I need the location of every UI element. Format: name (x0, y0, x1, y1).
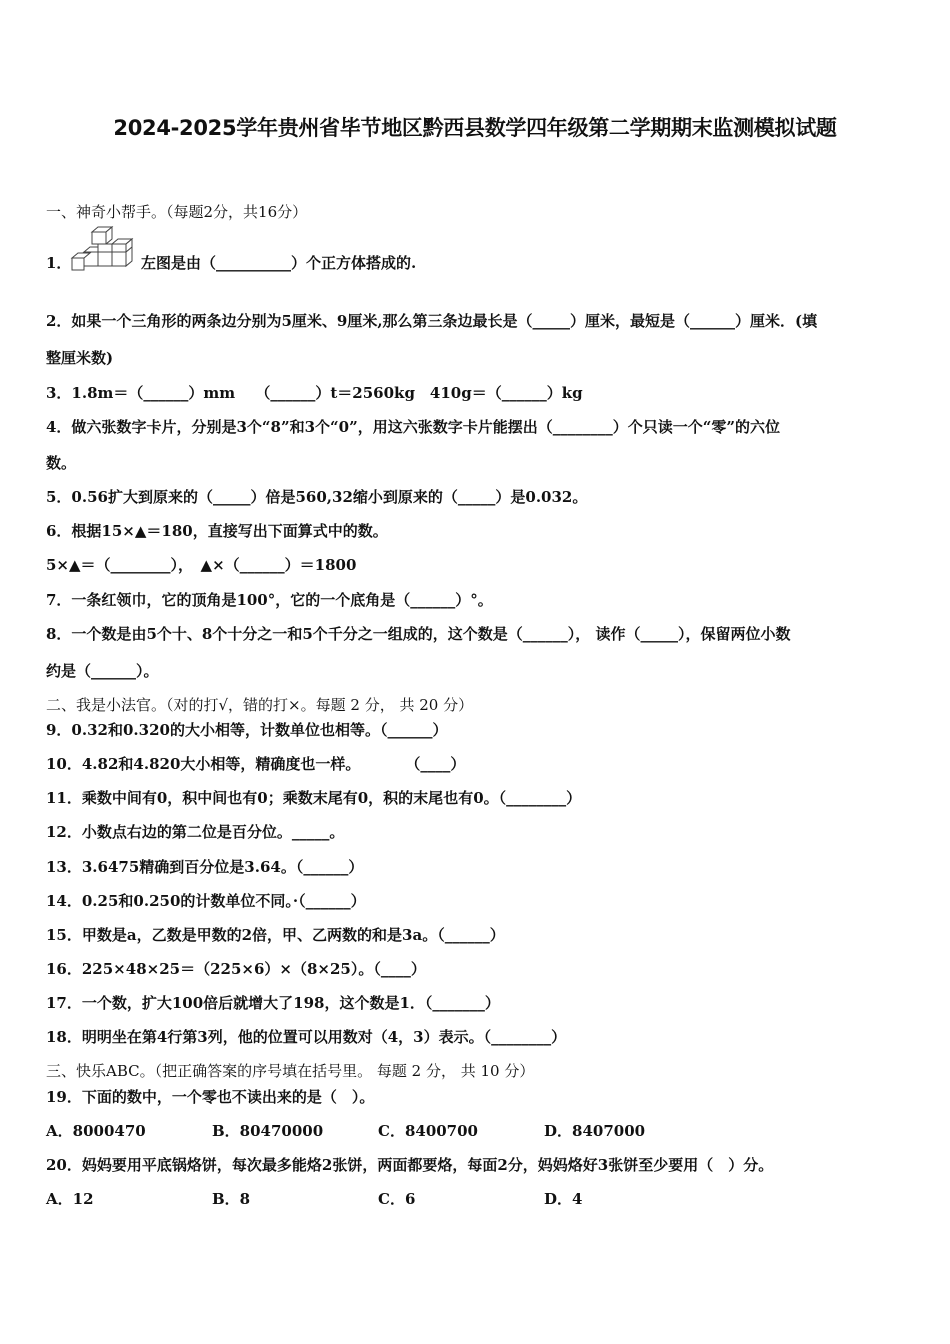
q17: 17．一个数，扩大100倍后就增大了198，这个数是1．（_______） (46, 994, 500, 1012)
q19: 19．下面的数中，一个零也不读出来的是（ ）。 (46, 1088, 375, 1106)
q2-line1: 2．如果一个三角形的两条边分别为5厘米、9厘米,那么第三条边最长是（_____）厘米，最短是（______）厘米．(填 (46, 312, 818, 330)
q7: 7．一条红领巾，它的顶角是100°，它的一个底角是（______）°。 (46, 591, 493, 609)
q19-options (46, 1121, 710, 1141)
q20: 20．妈妈要用平底锅烙饼，每次最多能烙2张饼，两面都要烙，每面2分，妈妈烙好3张饼至少要用（ ）分。 (46, 1156, 774, 1174)
q6-line1: 6．根据15×▲＝180，直接写出下面算式中的数。 (46, 522, 388, 540)
section-3-header: 三、快乐ABC。（把正确答案的序号填在括号里。 每题 2 分， 共 10 分） (46, 1062, 535, 1080)
q15: 15．甲数是a，乙数是甲数的2倍，甲、乙两数的和是3a。（______） (46, 926, 505, 944)
q11: 11．乘数中间有0，积中间也有0；乘数末尾有0，积的末尾也有0。（________） (46, 789, 582, 807)
option-c: C．8400700 (378, 1122, 478, 1140)
option-c: C．6 (378, 1190, 416, 1208)
q9: 9．0.32和0.320的大小相等，计数单位也相等。（______） (46, 721, 448, 739)
q4-line1: 4．做六张数字卡片，分别是3个“8”和3个“0”，用这六张数字卡片能摆出（________）个只读一个“零”的六位 (46, 418, 780, 436)
section-1-header: 一、神奇小帮手。（每题2分，共16分） (46, 203, 308, 221)
q16: 16．225×48×25＝（225×6）×（8×25）。（____） (46, 960, 426, 978)
cube-stack-figure (70, 226, 138, 272)
option-a: A．12 (46, 1190, 94, 1208)
q14: 14．0.25和0.250的计数单位不同。·（______） (46, 892, 366, 910)
page-title: 2024-2025学年贵州省毕节地区黔西县数学四年级第二学期期末监测模拟试题 (113, 116, 837, 140)
option-d: D．8407000 (544, 1122, 646, 1140)
q18: 18．明明坐在第4行第3列，他的位置可以用数对（4，3）表示。（________） (46, 1028, 567, 1046)
section-2-header: 二、我是小法官。（对的打√，错的打×。每题 2 分， 共 20 分） (46, 696, 474, 714)
option-d: D．4 (544, 1190, 583, 1208)
q6-line2: 5×▲＝（________）， ▲×（______）＝1800 (46, 556, 357, 574)
q10: 10．4.82和4.820大小相等，精确度也一样。 （____） (46, 755, 466, 773)
q1-number: 1． (46, 254, 72, 272)
q20-options (46, 1189, 710, 1209)
q8-line2: 约是（______）。 (46, 662, 159, 680)
q3: 3．1.8m＝（______）mm （______）t＝2560kg 410g＝（______）kg (46, 384, 583, 402)
option-b: B．8 (212, 1190, 251, 1208)
q8-line1: 8．一个数是由5个十、8个十分之一和5个千分之一组成的，这个数是（______）， 读作（_____），保留两位小数 (46, 625, 791, 643)
option-a: A．8000470 (46, 1122, 146, 1140)
q13: 13．3.6475精确到百分位是3.64。（______） (46, 858, 364, 876)
option-b: B．80470000 (212, 1122, 324, 1140)
q4-line2: 数。 (46, 454, 77, 472)
q2-line2: 整厘米数) (46, 349, 114, 367)
q1-text: 左图是由（__________）个正方体搭成的. (141, 254, 417, 272)
q5: 5．0.56扩大到原来的（_____）倍是560,32缩小到原来的（_____）是0.032。 (46, 488, 588, 506)
q12: 12．小数点右边的第二位是百分位。_____。 (46, 823, 345, 841)
